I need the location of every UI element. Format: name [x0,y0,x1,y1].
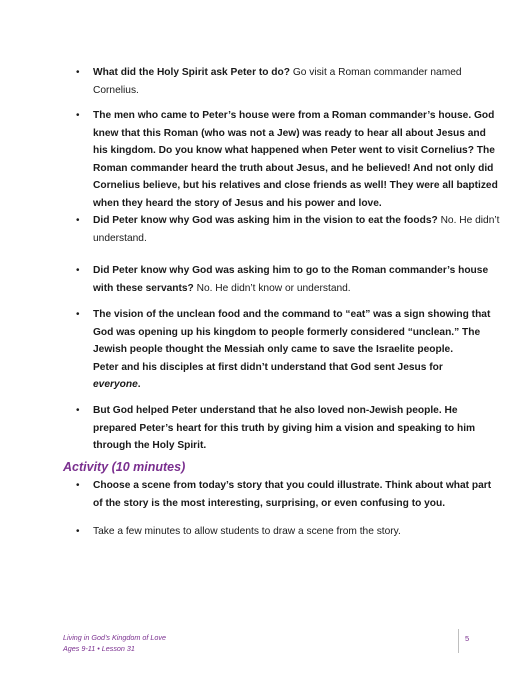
footer-divider [458,629,459,653]
paragraph-text: But God helped Peter understand that he also loved non-Jewish people. He prepared Peter’s heart for this truth by giving him a vision and speaking to him through the Holy Spirit. [93,405,476,452]
bullet-unclean-food-vision [76,306,503,394]
question-text: Did Peter know why God was asking him to go to the Roman commander’s house with these servants? [93,265,489,294]
bullet-dot: • [76,480,80,491]
bullet-dot: • [76,265,80,276]
bullet-dot: • [76,405,80,416]
footer-title: Living in God’s Kingdom of Love [63,633,166,642]
bullet-draw-scene [76,523,503,541]
bullet-dot: • [76,309,80,320]
question-text: Did Peter know why God was asking him in the vision to eat the foods? [93,215,438,226]
teacher-instruction: Take a few minutes to allow students to draw a scene from the story. [93,526,401,537]
bullet-roman-commander [76,107,503,213]
answer-text: No. He didn’t understand. [93,215,500,244]
emphasis-suffix: . [137,379,141,391]
bullet-dot: • [76,110,80,121]
answer-text: Go visit a Roman commander named Cornelius. [93,67,462,96]
bullet-commander-house-question [76,262,503,297]
page-number: 5 [465,634,470,643]
paragraph-text: The men who came to Peter’s house were from a Roman commander’s house. God knew that this Roman (who was not a Jew) was ready to hear all about Jesus and his kingdom. Do you know what happened when Peter went to visit Cornelius? The Roman commander heard the truth about Jesus, and he believed! And not only did Cornelius believe, but his relatives and close friends as well! They were all baptized when they heard the story of Jesus and his power and love. [93,110,498,209]
bullet-vision-foods-question [76,212,503,247]
page-footer [63,633,166,654]
paragraph-text-continued: Peter and his disciples at first didn’t understand that God sent Jesus for [93,361,443,373]
activity-heading: Activity (10 minutes) [63,460,186,474]
bullet-holy-spirit-question [76,64,503,99]
question-text: What did the Holy Spirit ask Peter to do? [93,67,290,78]
activity-instruction: Choose a scene from today’s story that you could illustrate. Think about what part of the story is the most interesting, surprising, or even confusing to you. [93,480,492,509]
bullet-dot: • [76,526,80,537]
bullet-dot: • [76,215,80,226]
paragraph-text: The vision of the unclean food and the command to “eat” was a sign showing that God was opening up his kingdom to people formerly considered “unclean.” The Jewish people thought the Messiah only came to save the Israelite people. [93,309,491,356]
bullet-dot: • [76,67,80,78]
answer-text: No. He didn’t know or understand. [193,282,351,294]
bullet-non-jewish-people [76,402,503,455]
bullet-choose-scene [76,477,503,512]
emphasis-text: everyone [93,379,138,391]
footer-subtitle: Ages 9-11 • Lesson 31 [63,643,135,653]
